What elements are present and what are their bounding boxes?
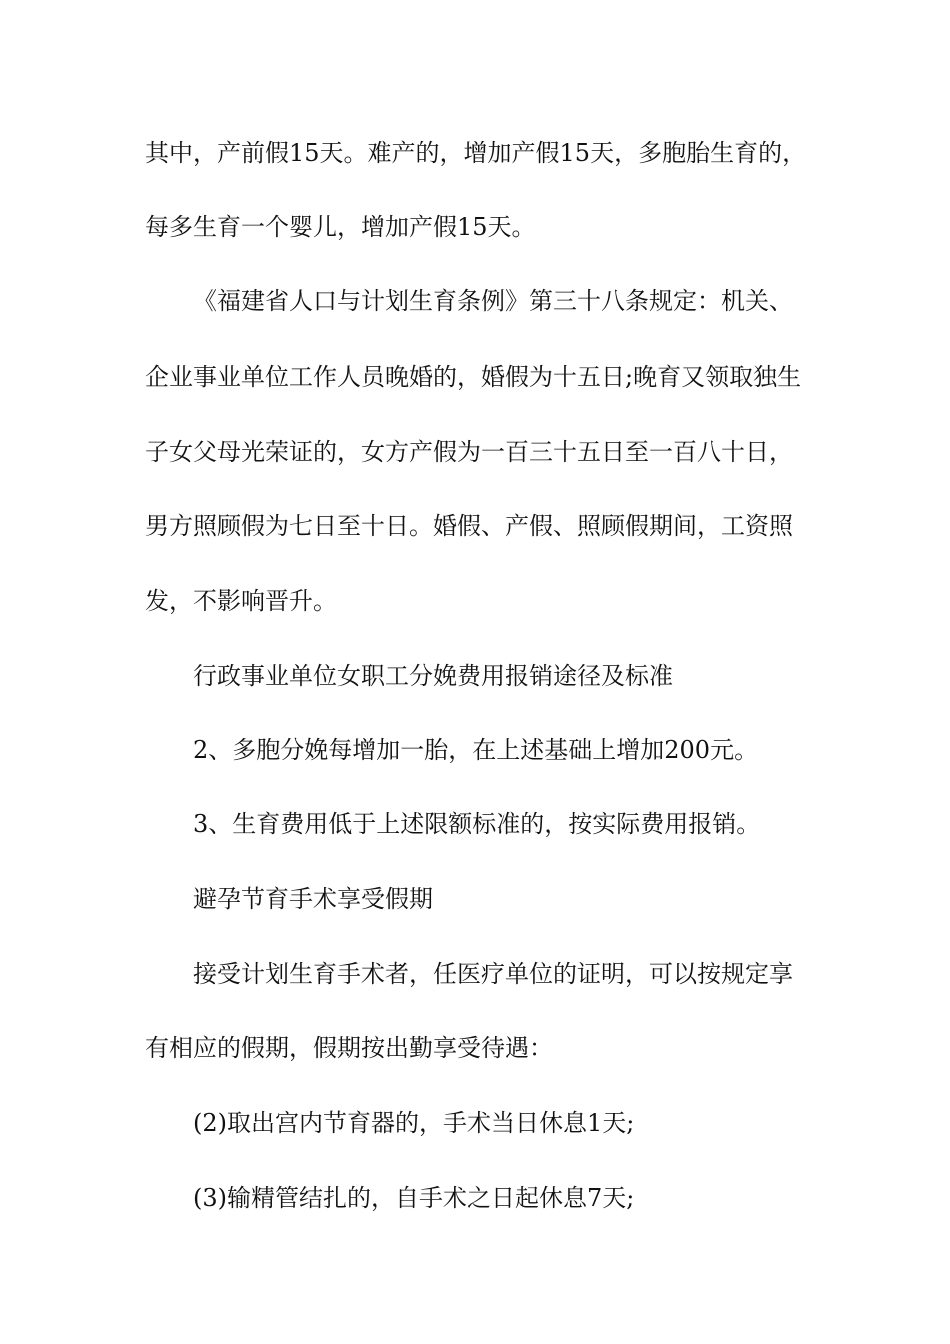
section-heading: 行政事业单位女职工分娩费用报销途径及标准 <box>193 662 673 690</box>
list-item: 3、生育费用低于上述限额标准的，按实际费用报销。 <box>193 810 761 838</box>
text-line: 有相应的假期，假期按出勤享受待遇： <box>145 1034 553 1062</box>
text-line: 其中，产前假15天。难产的，增加产假15天，多胞胎生育的， <box>145 139 807 167</box>
list-item: (3)输精管结扎的，自手术之日起休息7天; <box>193 1184 635 1212</box>
text-line: 企业事业单位工作人员晚婚的，婚假为十五日;晚育又领取独生 <box>145 363 802 391</box>
list-item: (2)取出宫内节育器的，手术当日休息1天; <box>193 1109 635 1137</box>
text-line: 《福建省人口与计划生育条例》第三十八条规定：机关、 <box>193 287 793 315</box>
section-heading: 避孕节育手术享受假期 <box>193 885 433 913</box>
list-item: 2、多胞分娩每增加一胎，在上述基础上增加200元。 <box>193 736 759 764</box>
text-line: 子女父母光荣证的，女方产假为一百三十五日至一百八十日， <box>145 438 793 466</box>
text-line: 每多生育一个婴儿，增加产假15天。 <box>145 213 536 241</box>
text-line: 男方照顾假为七日至十日。婚假、产假、照顾假期间，工资照 <box>145 512 793 540</box>
text-line: 发，不影响晋升。 <box>145 587 337 615</box>
text-line: 接受计划生育手术者，任医疗单位的证明，可以按规定享 <box>193 960 793 988</box>
